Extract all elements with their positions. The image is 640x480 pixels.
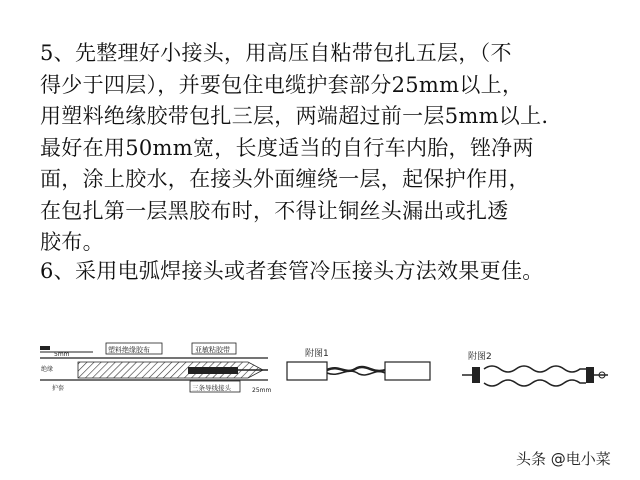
paragraph-1: [40, 38, 636, 259]
joint-wrapping-diagram: [38, 340, 270, 400]
diagram-top-bar: [40, 346, 50, 350]
text-line: 6、采用电弧焊接头或者套管冷压接头方法效果更佳。: [40, 259, 544, 283]
label-three-core: 三条导线接头: [192, 384, 231, 392]
right-clamp: [586, 367, 594, 383]
figure-1-diagram: [285, 344, 435, 390]
watermark: 头条 @电小菜: [516, 450, 611, 468]
label-insulation: 绝缘: [41, 366, 54, 373]
twisted-wire: [327, 367, 385, 371]
left-clamp: [472, 367, 480, 383]
paragraph-2: [40, 256, 636, 288]
wrapped-section-top: [484, 366, 586, 372]
label-plastic-tape: 塑料绝缘胶布: [108, 346, 150, 354]
figure-1-title: 附图1: [305, 349, 329, 359]
label-self-adhesive: 亚敏粘胶带: [195, 346, 230, 354]
text-line: 用塑料绝缘胶带包扎三层，两端超过前一层5mm以上.: [40, 104, 549, 128]
text-line: 最好在用50mm宽，长度适当的自行车内胎，锉净两: [40, 135, 534, 160]
figure-2-title: 附图2: [468, 352, 492, 362]
text-line: 面，涂上胶水，在接头外面缠绕一层，起保护作用，: [40, 167, 530, 191]
label-25mm: 25mm: [252, 387, 272, 394]
text-line: 得少于四层），并要包住电缆护套部分25mm以上，: [40, 72, 524, 97]
left-cable: [287, 362, 327, 380]
figure-2-diagram: [462, 347, 612, 389]
text-line: 在包扎第一层黑胶布时，不得让铜丝头漏出或扎透: [40, 198, 509, 223]
twisted-wire: [327, 371, 385, 375]
wrapped-section-bottom: [484, 380, 586, 386]
right-cable: [385, 362, 430, 380]
black-tape-segment: [188, 367, 238, 374]
label-5mm: 5mm: [54, 351, 70, 358]
label-sheath: 护套: [52, 385, 65, 392]
text-line: 胶布。: [40, 230, 104, 254]
text-line: 5、先整理好小接头，用高压自粘带包扎五层，（不: [40, 41, 512, 65]
